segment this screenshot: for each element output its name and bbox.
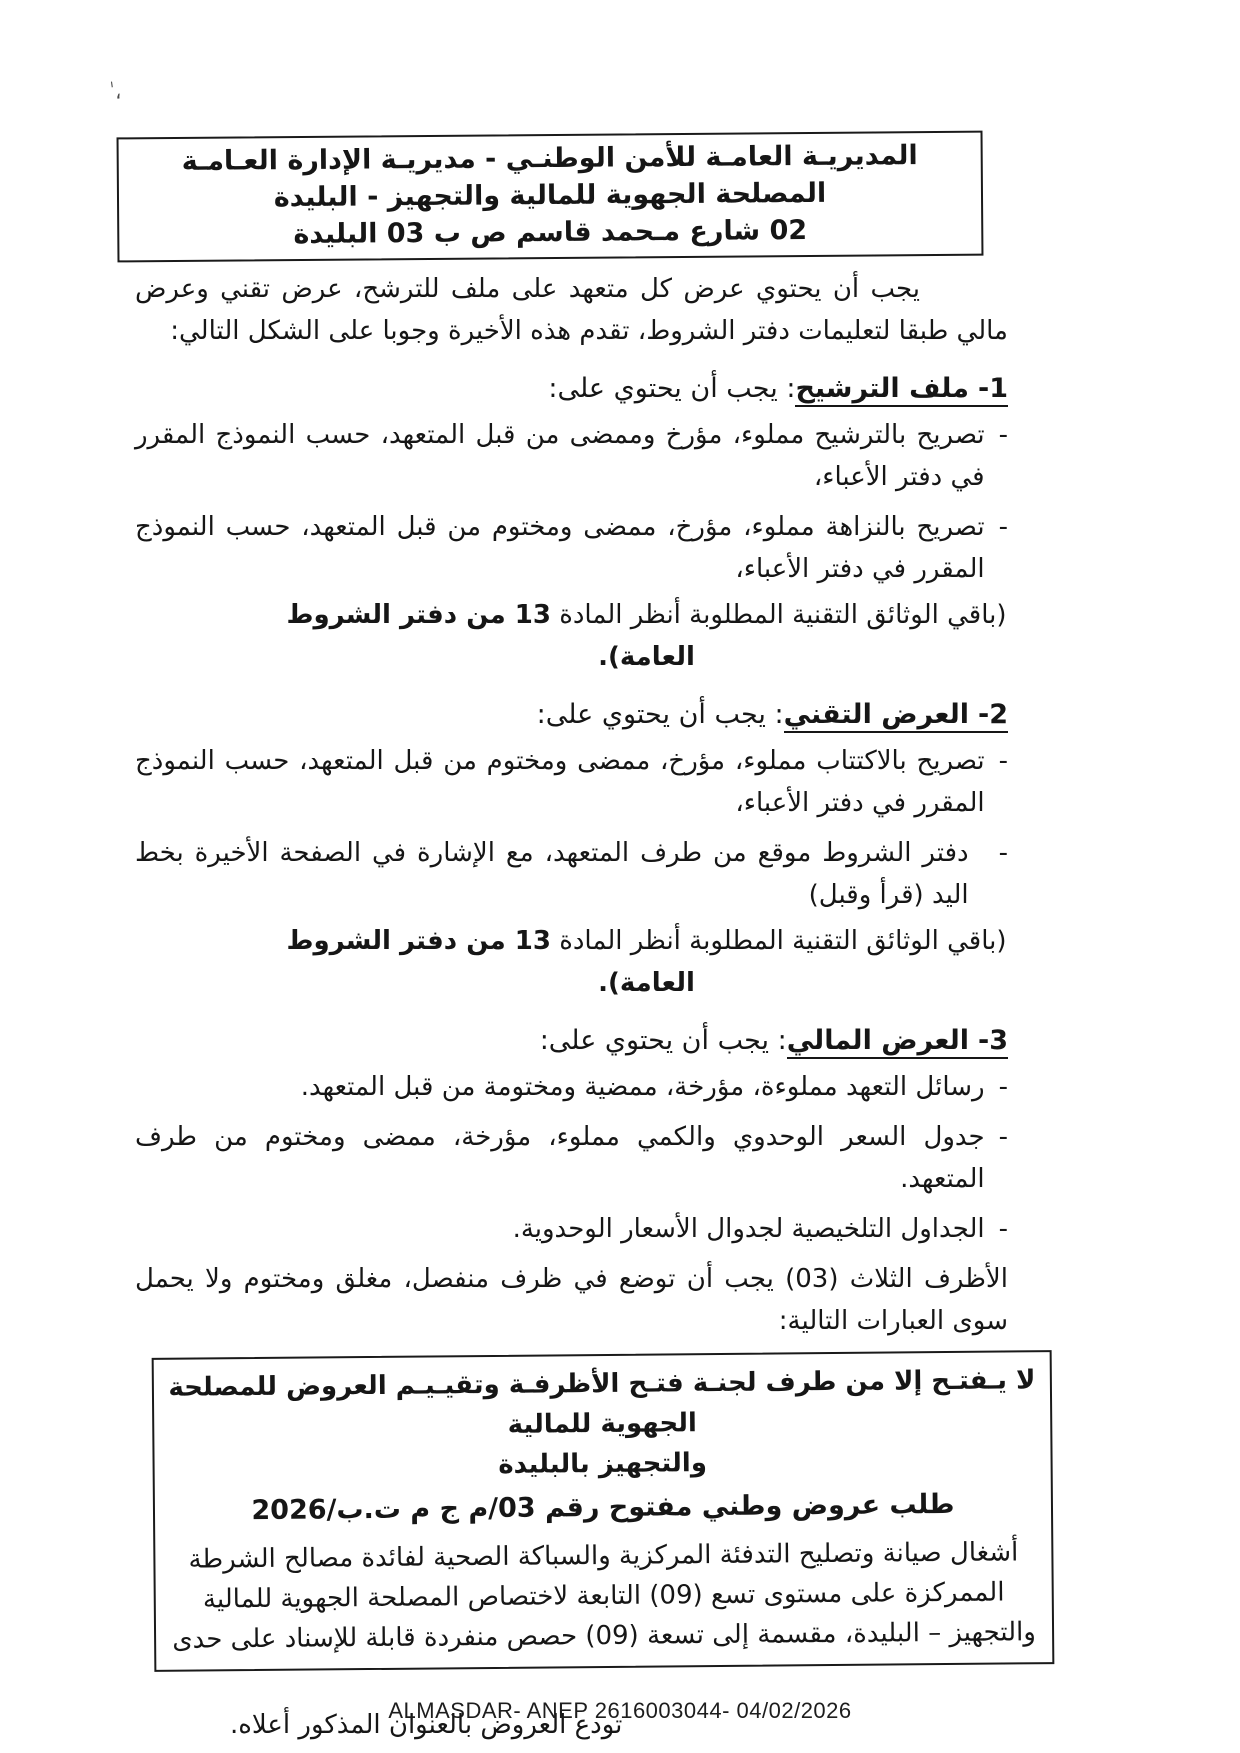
tender-box-opening-committee-line: لا يـفتـح إلا من طرف لجنـة فتـح الأظرفـة وتقيـيـم العروض للمصلحة الجهوية للمالية <box>168 1365 1036 1440</box>
section-2-heading <box>135 692 1008 738</box>
closing-statement-text: تودع العروض بالعنوان المذكور أعلاه. <box>230 1710 623 1740</box>
section-1-heading <box>135 366 1008 412</box>
section-1-heading-suffix: : يجب أن يحتوي على: <box>548 373 796 404</box>
bullet-item <box>135 832 1008 916</box>
tender-envelope-label-box <box>152 1350 1055 1672</box>
bullet-dash: - <box>998 1122 1008 1152</box>
section-2-heading-suffix: : يجب أن يحتوي على: <box>536 699 784 730</box>
bullet-dash: - <box>998 1214 1008 1244</box>
section-1-title: ملف الترشيح <box>795 373 969 404</box>
section-candidacy-file <box>135 366 1008 678</box>
note-regular-part: (باقي الوثائق التقنية المطلوبة أنظر المادة <box>550 600 1007 630</box>
bullet-text: رسائل التعهد مملوءة، مؤرخة، ممضية ومختومة من قبل المتعهد. <box>300 1072 985 1102</box>
tender-box-reference-line: طلب عروض وطني مفتوح رقم 03/م ج م ت.ب/2026 <box>251 1488 955 1527</box>
section-3-number: 3- <box>977 1025 1008 1056</box>
section-1-heading-strong <box>795 373 1008 407</box>
section-3-title: العرض المالي <box>786 1025 969 1056</box>
issuer-line-service: المصلحة الجهوية للمالية والتجهيز - البليدة <box>273 177 827 214</box>
section-3-heading-suffix: : يجب أن يحتوي على: <box>539 1025 787 1056</box>
section-financial-offer <box>135 1018 1008 1250</box>
remaining-documents-note <box>135 920 1008 1004</box>
bullet-item <box>135 1116 1008 1200</box>
section-2-heading-strong <box>784 699 1008 733</box>
note-bold-part: 13 من دفتر الشروط العامة). <box>286 600 695 672</box>
bullet-dash: - <box>998 746 1008 776</box>
bullet-text: دفتر الشروط موقع من طرف المتعهد، مع الإشارة في الصفحة الأخيرة بخط اليد (قرأ وقبل) <box>135 838 969 910</box>
section-3-heading-strong <box>787 1025 1008 1059</box>
note-bold-part: 13 من دفتر الشروط العامة). <box>286 926 695 998</box>
tender-box-location-line: والتجهيز بالبليدة <box>498 1448 708 1480</box>
remaining-documents-note <box>135 594 1008 678</box>
document-body <box>135 268 1037 1746</box>
bullet-dash: - <box>998 512 1008 542</box>
bullet-text: تصريح بالاكتتاب مملوء، مؤرخ، ممضى ومختوم من قبل المتعهد، حسب النموذج المقرر في دفتر الأعباء، <box>135 746 985 818</box>
issuer-header-box <box>117 131 984 263</box>
section-1-number: 1- <box>977 373 1008 404</box>
issuer-line-directorate: المديريـة العامـة للأمن الوطنـي - مديريـة الإدارة العـامـة <box>181 140 918 177</box>
bullet-dash: - <box>998 420 1008 450</box>
issuer-line-address: 02 شارع مـحمد قاسم ص ب 03 البليدة <box>293 214 808 251</box>
bullet-text: الجداول التلخيصية لجدوال الأسعار الوحدوية. <box>512 1214 985 1244</box>
scan-noise-marks: ، ٰ <box>106 79 123 105</box>
bullet-dash: - <box>998 1072 1008 1102</box>
intro-paragraph: يجب أن يحتوي عرض كل متعهد على ملف للترشح، عرض تقني وعرض مالي طبقا لتعليمات دفتر الشروط، تقدم هذه الأخيرة وجوبا على الشكل التالي: <box>135 274 1008 346</box>
tender-box-works-description: أشغال صيانة وتصليح التدفئة المركزية والسباكة الصحية لفائدة مصالح الشرطة الممركزة على مستوى تسع (09) التابعة لاختصاص المصلحة الجهوية للمالية والتجهيز – البليدة، مقسمة إلى تسعة (09) حصص منفردة قابلة للإسناد على حدى <box>172 1537 1037 1655</box>
bullet-item <box>135 414 1008 498</box>
section-2-number: 2- <box>977 699 1008 730</box>
bullet-dash: - <box>998 838 1008 868</box>
anep-footer-reference: ALMASDAR- ANEP 2616003044- 04/02/2026 <box>388 1698 852 1723</box>
bullet-item <box>135 740 1008 824</box>
section-3-heading <box>135 1018 1008 1064</box>
bullet-text: جدول السعر الوحدوي والكمي مملوء، مؤرخة، ممضى ومختوم من طرف المتعهد. <box>135 1122 985 1194</box>
section-technical-offer <box>135 692 1008 1004</box>
bullet-text: تصريح بالترشيح مملوء، مؤرخ وممضى من قبل المتعهد، حسب النموذج المقرر في دفتر الأعباء، <box>135 420 985 492</box>
bullet-item <box>135 1208 1008 1250</box>
envelopes-instruction-paragraph: الأظرف الثلاث (03) يجب أن توضع في ظرف منفصل، مغلق ومختوم ولا يحمل سوى العبارات التالية: <box>135 1264 1008 1336</box>
bullet-text: تصريح بالنزاهة مملوء، مؤرخ، ممضى ومختوم من قبل المتعهد، حسب النموذج المقرر في دفتر الأعباء، <box>135 512 985 584</box>
note-regular-part: (باقي الوثائق التقنية المطلوبة أنظر المادة <box>550 926 1007 956</box>
bullet-item <box>135 1066 1008 1108</box>
bullet-item <box>135 506 1008 590</box>
section-2-title: العرض التقني <box>783 699 969 730</box>
